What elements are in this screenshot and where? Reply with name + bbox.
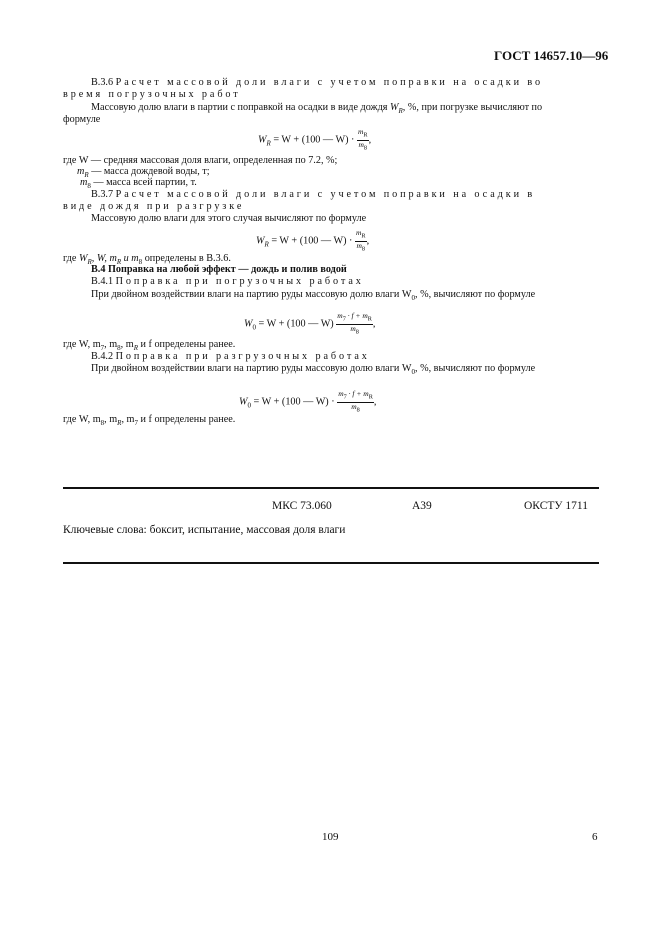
formula-lhs: W <box>244 318 253 330</box>
text: где W, m <box>63 414 101 425</box>
denominator: m <box>351 401 357 411</box>
section-b36-text-line1 <box>91 102 542 117</box>
formula-fraction <box>355 229 367 253</box>
text: При двойном воздействии влаги на партию руды массовую долю влаги W <box>91 363 412 374</box>
subscript: 0 <box>411 368 415 377</box>
section-b41-title <box>91 276 364 288</box>
numerator-mid: · f + m <box>346 389 369 398</box>
text: где <box>63 253 79 264</box>
section-b37-number: В.3.7 <box>91 189 114 200</box>
subscript: R <box>84 171 89 180</box>
section-b37-title-line2: виде дождя при разгрузке <box>63 201 245 212</box>
subscript: 0 <box>411 294 415 303</box>
denominator: m <box>358 139 364 149</box>
section-b37-text: Массовую долю влаги для этого случая вычисляют по формуле <box>91 213 367 224</box>
subscript: 8 <box>100 419 105 428</box>
subscript: 7 <box>134 419 138 428</box>
formula-tail: , <box>366 235 370 247</box>
text: , %, вычисляют по формуле <box>415 289 536 300</box>
keywords: Ключевые слова: боксит, испытание, массовая доля влаги <box>63 524 346 536</box>
text: , %, вычисляют по формуле <box>415 363 536 374</box>
numerator-sub: R <box>363 131 368 139</box>
symbol: W <box>390 102 399 113</box>
numerator-sub: R <box>368 393 373 401</box>
symbol: , W, m <box>91 253 117 264</box>
text: — масса дождевой воды, т; <box>88 166 210 177</box>
text: , m <box>120 339 134 350</box>
section-b36-title-line1 <box>91 77 543 89</box>
section-b42-number: В.4.2 <box>91 351 114 362</box>
numerator-sub: 7 <box>343 393 347 401</box>
formula-lhs: W <box>258 134 267 146</box>
numerator-sub: R <box>361 232 366 240</box>
bottom-rule <box>63 562 599 564</box>
numerator-mid: · f + m <box>345 311 368 320</box>
numerator-sub: R <box>367 315 372 323</box>
sheet-number: 6 <box>592 831 598 843</box>
formula-tail: , <box>372 318 376 330</box>
subscript: R <box>117 419 122 428</box>
mks-code: МКС 73.060 <box>272 500 332 512</box>
formula-b42 <box>239 390 376 414</box>
denominator-sub: 8 <box>355 328 359 335</box>
subscript: R <box>398 107 403 116</box>
denominator-sub: 8 <box>363 144 368 151</box>
section-b42-title-text: Поправка при разгрузочных работах <box>115 351 370 362</box>
section-b41-text <box>91 289 535 304</box>
okstu-code: ОКСТУ 1711 <box>524 500 588 512</box>
text: где W, m <box>63 339 101 350</box>
formula-rhs: = W + (100 — W) <box>258 318 334 330</box>
section-b36-where-line1: где W — средняя массовая доля влаги, определенная по 7.2, %; <box>63 155 338 166</box>
subscript: R <box>133 344 138 353</box>
subscript: R <box>116 258 122 267</box>
group-code: А39 <box>412 500 432 512</box>
denominator: m <box>350 323 356 333</box>
numerator: m <box>337 311 343 320</box>
subscript: 8 <box>138 258 143 267</box>
formula-b37 <box>256 229 369 253</box>
formula-lhs-sub: R <box>264 240 269 249</box>
section-b36-number: В.3.6 <box>91 77 114 88</box>
symbol: и m <box>121 253 139 264</box>
symbol: W <box>78 253 88 264</box>
section-b36-text-line2: формуле <box>63 114 101 125</box>
text: , %, при погрузке вычисляют по <box>402 102 543 113</box>
numerator: m <box>357 127 364 136</box>
formula-rhs: = W + (100 — W) · <box>271 235 353 247</box>
text: , m <box>104 339 118 350</box>
text: , m <box>104 414 118 425</box>
section-b4-heading: В.4 Поправка на любой эффект — дождь и полив водой <box>91 264 347 275</box>
formula-tail: , <box>368 134 372 146</box>
formula-lhs-sub: 0 <box>247 401 251 410</box>
text: — масса всей партии, т. <box>90 177 197 188</box>
formula-b41 <box>244 312 375 336</box>
symbol: m <box>77 166 85 177</box>
formula-fraction <box>337 390 374 414</box>
formula-rhs: = W + (100 — W) · <box>253 396 335 408</box>
text: Массовую долю влаги в партии с поправкой на осадки в виде дождя <box>91 102 388 113</box>
formula-fraction <box>336 312 373 336</box>
section-b37-title-line1 <box>91 189 535 201</box>
subscript: R <box>87 258 92 267</box>
section-b42-where <box>63 414 235 429</box>
section-b41-title-text: Поправка при погрузочных работах <box>115 276 364 287</box>
page-number: 109 <box>322 831 339 843</box>
denominator-sub: 8 <box>356 406 360 413</box>
section-b41-number: В.4.1 <box>91 276 114 287</box>
formula-rhs: = W + (100 — W) · <box>273 134 355 146</box>
formula-lhs: W <box>239 396 248 408</box>
formula-lhs: W <box>256 235 265 247</box>
text: и f определены ранее. <box>137 339 236 350</box>
numerator: m <box>338 389 344 398</box>
formula-b36 <box>258 128 371 152</box>
numerator-sub: 7 <box>342 315 346 323</box>
section-b36-title-line2: время погрузочных работ <box>63 89 241 100</box>
formula-lhs-sub: 0 <box>252 323 256 332</box>
numerator: m <box>355 228 362 237</box>
text: , m <box>121 414 135 425</box>
document-number: ГОСТ 14657.10—96 <box>494 48 609 63</box>
text: и f определены ранее. <box>137 414 236 425</box>
symbol: m <box>80 177 88 188</box>
subscript: 7 <box>100 344 105 353</box>
formula-lhs-sub: R <box>266 139 271 148</box>
subscript: 8 <box>117 344 121 353</box>
section-b42-text <box>91 363 535 378</box>
text: При двойном воздействии влаги на партию руды массовую долю влаги W <box>91 289 412 300</box>
denominator-sub: 8 <box>361 245 366 252</box>
formula-tail: , <box>373 396 377 408</box>
section-b36-title: Расчет массовой доли влаги с учетом поправки на осадки во <box>115 77 544 88</box>
formula-fraction <box>357 128 369 152</box>
section-b42-title <box>91 351 370 363</box>
top-rule <box>63 487 599 489</box>
section-b37-title: Расчет массовой доли влаги с учетом поправки на осадки в <box>115 189 536 200</box>
denominator: m <box>356 240 362 250</box>
subscript: 8 <box>87 182 91 191</box>
text: определены в В.3.6. <box>142 253 231 264</box>
